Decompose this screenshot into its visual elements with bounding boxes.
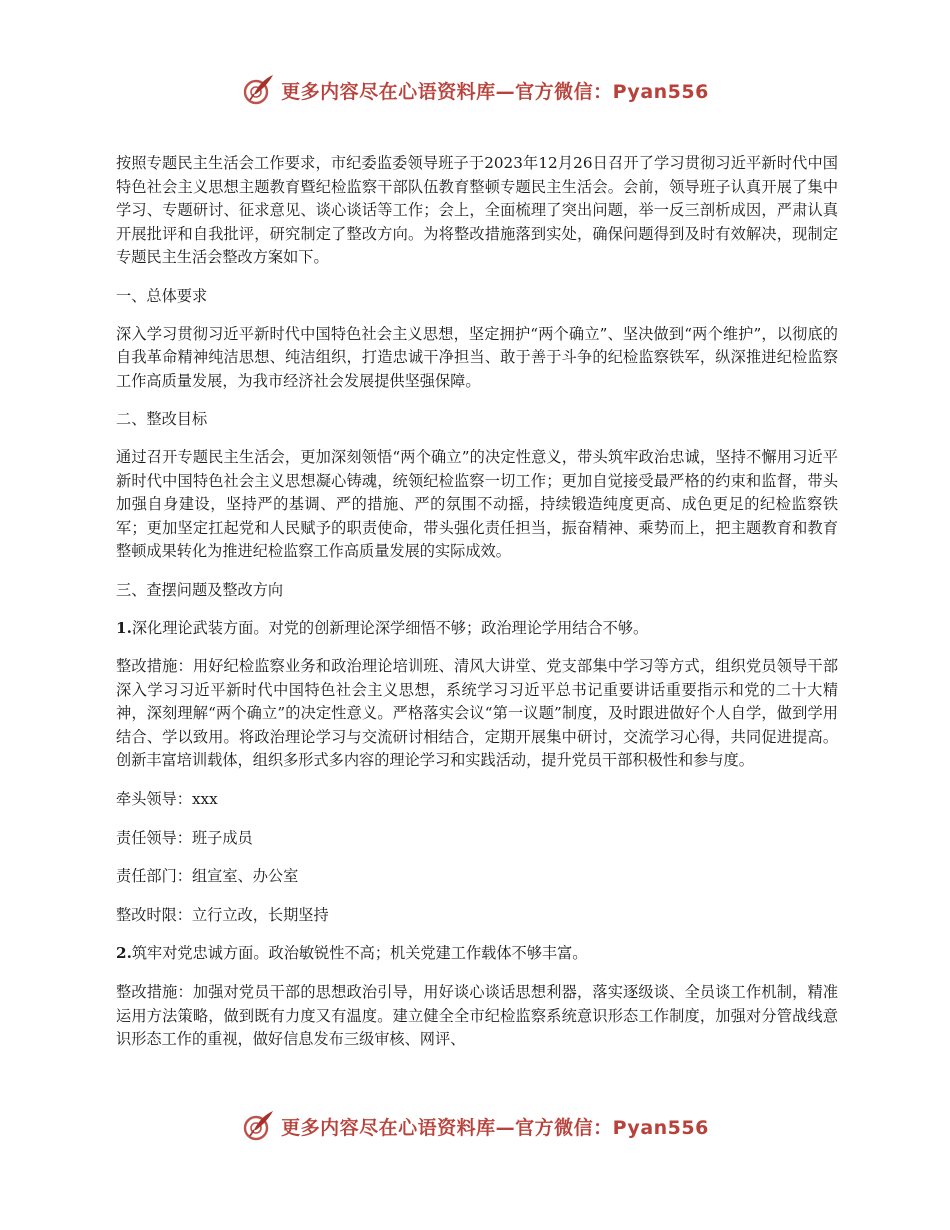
general-requirements-paragraph: 深入学习贯彻习近平新时代中国特色社会主义思想，坚定拥护“两个确立”、坚决做到“两个维护”，以彻底的自我革命精神纯洁思想、纯洁组织，打造忠诚干净担当、敢于善于斗争的纪检监察铁军，纵深推进纪检监察工作高质量发展，为我市经济社会发展提供坚强保障。 <box>116 324 838 390</box>
intro-paragraph: 按照专题民主生活会工作要求，市纪委监委领导班子于2023年12月26日召开了学习贯彻习近平新时代中国特色社会主义思想主题教育暨纪检监察干部队伍教育整顿专题民主生活会。会前，领导班子认真开展了集中学习、专题研讨、征求意见、谈心谈话等工作；会上，全面梳理了突出问题，举一反三剖析成因，严肃认真开展批评和自我批评，研究制定了整改方向。为将整改措施落到实处，确保问题得到及时有效解决，现制定专题民主生活会整改方案如下。 <box>116 154 838 267</box>
section-heading-problems-and-directions: 三、查摆问题及整改方向 <box>116 580 284 599</box>
item-1-lead-leader: 牵头领导：xxx <box>116 790 218 809</box>
item-2-title <box>116 942 838 966</box>
item-1-deadline: 整改时限：立行立改，长期坚持 <box>116 905 329 924</box>
item-1-responsible-department: 责任部门：组宣室、办公室 <box>116 867 299 886</box>
item-2-title-text: 筑牢对党忠诚方面。政治敏锐性不高；机关党建工作载体不够丰富。 <box>131 944 588 963</box>
item-1-title-text: 深化理论武装方面。对党的创新理论深学细悟不够；政治理论学用结合不够。 <box>131 618 649 637</box>
feather-quill-logo <box>241 1109 275 1143</box>
item-2-measures: 整改措施：加强对党员干部的思想政治引导，用好谈心谈话思想利器，落实逐级谈、全员谈工作机制，精准运用方法策略，做到既有力度又有温度。建立健全全市纪检监察系统意识形态工作制度，加强对分管战线意识形态工作的重视，做好信息发布三级审核、网评、 <box>116 983 838 1049</box>
watermark-banner-bottom <box>0 1104 950 1148</box>
item-1-responsible-leader: 责任领导：班子成员 <box>116 828 253 847</box>
item-1-number: 1. <box>116 618 132 637</box>
watermark-text: 更多内容尽在心语资料库—官方微信：Pyan556 <box>281 80 709 103</box>
feather-quill-logo <box>241 73 275 107</box>
watermark-banner-top <box>0 68 950 112</box>
document-body <box>116 152 838 1052</box>
section-heading-general-requirements: 一、总体要求 <box>116 286 208 305</box>
section-heading-rectification-goals: 二、整改目标 <box>116 410 208 429</box>
rectification-goals-paragraph: 通过召开专题民主生活会，更加深刻领悟“两个确立”的决定性意义，带头筑牢政治忠诚，坚持不懈用习近平新时代中国特色社会主义思想凝心铸魂，统领纪检监察一切工作；更加自觉接受最严格的约束和监督，带头加强自身建设，坚持严的基调、严的措施、严的氛围不动摇，持续锻造纯度更高、成色更足的纪检监察铁军；更加坚定扛起党和人民赋予的职责使命，带头强化责任担当，振奋精神、乘势而上，把主题教育和教育整顿成果转化为推进纪检监察工作高质量发展的实际成效。 <box>116 447 838 561</box>
item-2-number: 2. <box>116 944 132 963</box>
item-1-title <box>116 617 838 641</box>
watermark-text: 更多内容尽在心语资料库—官方微信：Pyan556 <box>281 1116 709 1139</box>
item-1-measures: 整改措施：用好纪检监察业务和政治理论培训班、清风大讲堂、党支部集中学习等方式，组织党员领导干部深入学习习近平新时代中国特色社会主义思想，系统学习习近平总书记重要讲话重要指示和党的二十大精神，深刻理解“两个确立”的决定性意义。严格落实会议“第一议题”制度，及时跟进做好个人自学，做到学用结合、学以致用。将政治理论学习与交流研讨相结合，定期开展集中研讨，交流学习心得，共同促进提高。创新丰富培训载体，组织多形式多内容的理论学习和实践活动，提升党员干部积极性和参与度。 <box>116 657 838 770</box>
